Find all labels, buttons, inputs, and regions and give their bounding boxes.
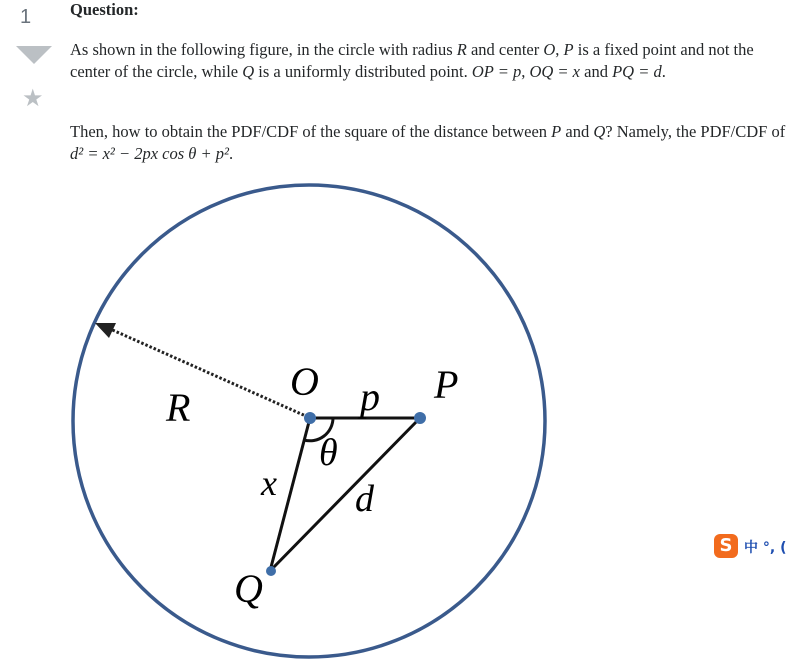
math-distance-equation: d² = x² − 2px cos θ + p² — [70, 143, 229, 163]
p2-text-1: Then, how to obtain the PDF/CDF of the square of the distance between — [70, 122, 552, 141]
label-x: x — [261, 463, 277, 503]
p1-text-7: and — [580, 61, 613, 81]
math-pq-eq: PQ = d — [612, 61, 662, 81]
question-paragraph-1 — [70, 39, 796, 82]
label-O: O — [290, 359, 319, 404]
p2-text-2: and — [561, 122, 594, 141]
math-Q-2: Q — [593, 122, 606, 141]
math-R: R — [456, 40, 467, 59]
segment-pq — [270, 418, 420, 571]
label-R: R — [166, 385, 191, 430]
math-Q: Q — [242, 61, 255, 81]
circle-figure — [68, 178, 548, 666]
label-d: d — [355, 478, 374, 520]
label-P: P — [434, 362, 459, 407]
math-P: P — [563, 40, 574, 59]
p2-text-3: ? Namely, the PDF/CDF of — [605, 122, 786, 141]
question-heading: Question: — [70, 0, 139, 19]
p1-text-8: . — [661, 61, 666, 81]
point-P — [414, 412, 426, 424]
vote-count: 1 — [20, 6, 32, 28]
point-Q — [266, 566, 276, 576]
ime-logo-icon[interactable]: S — [714, 534, 738, 558]
downvote-arrow-icon[interactable] — [16, 46, 52, 64]
label-p: p — [360, 374, 380, 419]
label-theta: θ — [319, 432, 338, 474]
p1-text-6: , — [521, 61, 530, 81]
math-P-2: P — [551, 122, 562, 141]
p1-text-3: , — [555, 40, 564, 59]
radius-dotted-line — [108, 328, 308, 417]
label-Q: Q — [234, 566, 263, 611]
point-O — [304, 412, 316, 424]
p1-text-4: is a fixed point and not the center of the circle, while — [70, 40, 754, 81]
question-body — [70, 0, 798, 163]
question-paragraph-2 — [70, 121, 796, 164]
ime-toolbar[interactable] — [714, 532, 800, 560]
math-op-eq: OP = p — [471, 61, 522, 81]
p1-text-5: is a uniformly distributed point. — [254, 61, 472, 81]
ime-status-text[interactable]: 中 °, ( — [744, 540, 787, 556]
star-icon[interactable]: ★ — [22, 84, 44, 112]
p1-text-2: and center — [466, 40, 544, 59]
p2-text-4: . — [229, 143, 234, 163]
math-O: O — [543, 40, 556, 59]
math-oq-eq: OQ = x — [529, 61, 581, 81]
p1-text-1: As shown in the following figure, in the circle with radius — [70, 40, 457, 59]
